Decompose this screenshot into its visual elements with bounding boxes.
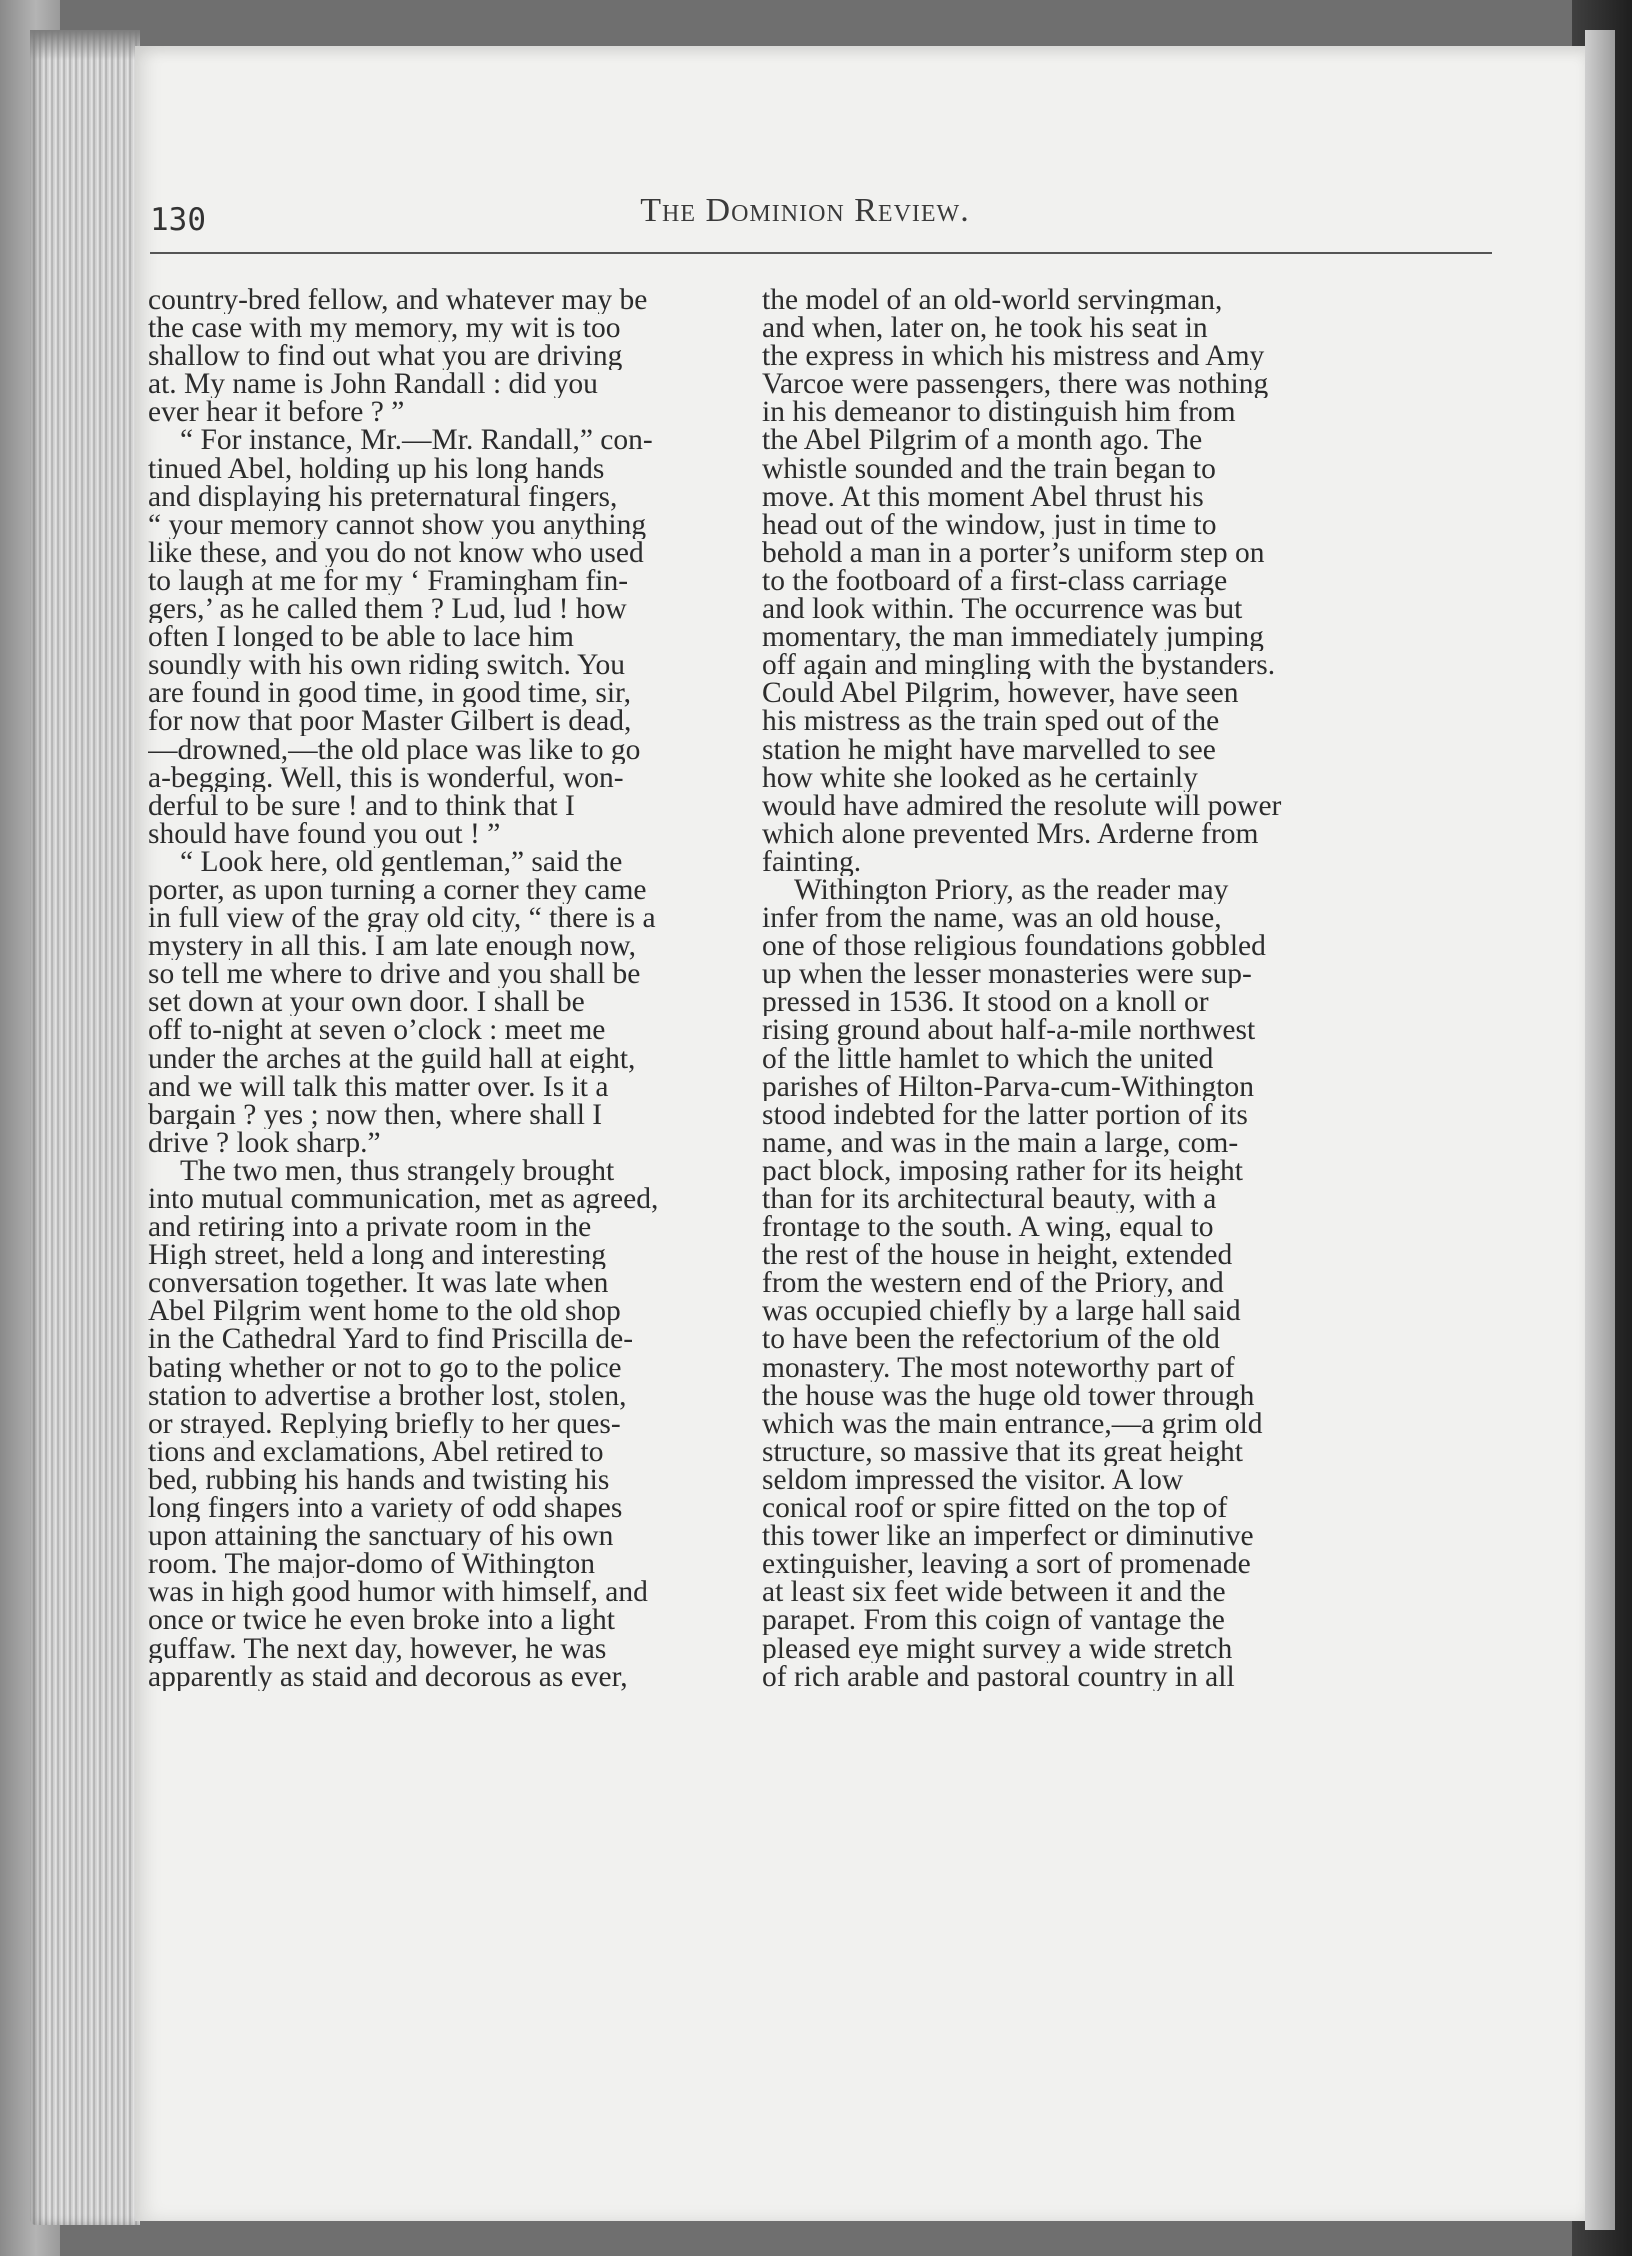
text-line: in full view of the gray old city, “ there is a: [148, 904, 656, 933]
text-line: Abel Pilgrim went home to the old shop: [148, 1297, 621, 1326]
text-line: tions and exclamations, Abel retired to: [148, 1437, 604, 1466]
text-line: pressed in 1536. It stood on a knoll or: [762, 988, 1209, 1017]
text-line: bed, rubbing his hands and twisting his: [148, 1465, 610, 1495]
text-line: was occupied chiefly by a large hall said: [762, 1297, 1241, 1326]
text-line: are found in good time, in good time, sir,: [148, 679, 632, 708]
text-line: drive ? look sharp.”: [148, 1128, 381, 1157]
text-line: in the Cathedral Yard to find Priscilla de-: [148, 1325, 634, 1354]
text-line: “ Look here, old gentleman,” said the: [180, 847, 623, 876]
text-line: monastery. The most noteworthy part of: [762, 1353, 1235, 1382]
text-line: a-begging. Well, this is wonderful, won-: [148, 763, 624, 792]
text-line: country-bred fellow, and whatever may be: [148, 286, 648, 315]
text-line: pleased eye might survey a wide stretch: [762, 1634, 1233, 1663]
text-line: the case with my memory, my wit is too: [148, 314, 621, 343]
text-line: in his demeanor to distinguish him from: [762, 398, 1236, 427]
text-line: High street, held a long and interesting: [148, 1241, 606, 1270]
text-line: to laugh at me for my ‘ Framingham fin-: [148, 566, 629, 596]
text-line: how white she looked as he certainly: [762, 763, 1198, 792]
text-line: name, and was in the main a large, com-: [762, 1128, 1239, 1157]
text-line: behold a man in a porter’s uniform step on: [762, 538, 1265, 567]
text-line: which alone prevented Mrs. Arderne from: [762, 819, 1259, 848]
journal-title: The Dominion Review.: [640, 192, 970, 229]
text-line: extinguisher, leaving a sort of promenade: [762, 1550, 1251, 1579]
text-line: and retiring into a private room in the: [148, 1213, 592, 1242]
text-line: ever hear it before ? ”: [148, 398, 405, 427]
right-text-column: [762, 286, 1392, 1691]
text-line: so tell me where to drive and you shall be: [148, 960, 641, 989]
text-line: guffaw. The next day, however, he was: [148, 1634, 607, 1663]
book-page-edges: [30, 30, 140, 2225]
text-line: —drowned,—the old place was like to go: [148, 735, 641, 764]
header-rule: [150, 252, 1492, 254]
text-line: parapet. From this coign of vantage the: [762, 1606, 1225, 1635]
text-line: gers,’ as he called them ? Lud, lud ! how: [148, 595, 627, 624]
text-line: and when, later on, he took his seat in: [762, 314, 1208, 343]
text-line: upon attaining the sanctuary of his own: [148, 1522, 614, 1551]
text-line: rising ground about half-a-mile northwest: [762, 1016, 1256, 1045]
text-line: the house was the huge old tower through: [762, 1381, 1255, 1410]
text-line: mystery in all this. I am late enough now,: [148, 932, 637, 961]
text-line: was in high good humor with himself, and: [148, 1578, 648, 1607]
text-line: bating whether or not to go to the police: [148, 1353, 622, 1382]
text-line: shallow to find out what you are driving: [148, 342, 623, 371]
text-line: into mutual communication, met as agreed,: [148, 1185, 659, 1214]
text-line: to have been the refectorium of the old: [762, 1325, 1220, 1354]
text-line: at least six feet wide between it and the: [762, 1578, 1226, 1607]
text-line: “ your memory cannot show you anything: [148, 510, 647, 539]
text-line: parishes of Hilton-Parva-cum-Withington: [762, 1072, 1255, 1101]
text-line: off again and mingling with the bystanders.: [762, 651, 1276, 680]
text-line: fainting.: [762, 847, 862, 876]
text-line: and we will talk this matter over. Is it a: [148, 1072, 609, 1101]
text-line: off to-night at seven o’clock : meet me: [148, 1016, 606, 1045]
text-line: this tower like an imperfect or diminutive: [762, 1522, 1254, 1551]
text-line: frontage to the south. A wing, equal to: [762, 1213, 1214, 1242]
text-line: often I longed to be able to lace him: [148, 623, 574, 652]
text-line: once or twice he even broke into a light: [148, 1606, 615, 1635]
text-line: Varcoe were passengers, there was nothing: [762, 370, 1269, 399]
text-line: structure, so massive that its great height: [762, 1437, 1243, 1466]
text-line: would have admired the resolute will power: [762, 791, 1282, 820]
text-line: porter, as upon turning a corner they came: [148, 875, 647, 905]
text-line: and displaying his preternatural fingers,: [148, 482, 618, 511]
text-line: of the little hamlet to which the united: [762, 1044, 1214, 1073]
page-number: 130: [150, 202, 206, 238]
text-line: station he might have marvelled to see: [762, 735, 1216, 764]
text-line: momentary, the man immediately jumping: [762, 623, 1264, 652]
text-line: whistle sounded and the train began to: [762, 454, 1216, 483]
text-line: soundly with his own riding switch. You: [148, 651, 625, 680]
text-line: and look within. The occurrence was but: [762, 595, 1243, 624]
text-line: derful to be sure ! and to think that I: [148, 791, 575, 820]
text-line: the express in which his mistress and Amy: [762, 342, 1265, 371]
adjacent-page-edge: [1585, 30, 1615, 2230]
text-line: pact block, imposing rather for its height: [762, 1156, 1243, 1185]
text-line: under the arches at the guild hall at eight,: [148, 1044, 636, 1073]
running-head: [150, 180, 1460, 240]
text-line: Withington Priory, as the reader may: [794, 875, 1229, 905]
text-line: of rich arable and pastoral country in all: [762, 1662, 1235, 1691]
text-line: the Abel Pilgrim of a month ago. The: [762, 426, 1203, 455]
text-line: for now that poor Master Gilbert is dead,: [148, 707, 632, 736]
text-line: The two men, thus strangely brought: [180, 1156, 615, 1185]
text-line: which was the main entrance,—a grim old: [762, 1409, 1263, 1438]
text-line: set down at your own door. I shall be: [148, 988, 585, 1017]
text-line: tinued Abel, holding up his long hands: [148, 454, 605, 483]
text-line: should have found you out ! ”: [148, 819, 501, 848]
text-line: his mistress as the train sped out of the: [762, 707, 1220, 736]
text-line: at. My name is John Randall : did you: [148, 370, 598, 399]
text-line: move. At this moment Abel thrust his: [762, 482, 1204, 511]
text-line: to the footboard of a first-class carriage: [762, 566, 1228, 596]
text-line: up when the lesser monasteries were sup-: [762, 960, 1252, 989]
text-line: like these, and you do not know who used: [148, 538, 644, 567]
text-line: conversation together. It was late when: [148, 1269, 609, 1298]
text-line: seldom impressed the visitor. A low: [762, 1465, 1184, 1495]
text-line: infer from the name, was an old house,: [762, 904, 1222, 933]
text-line: the rest of the house in height, extended: [762, 1241, 1233, 1270]
text-line: bargain ? yes ; now then, where shall I: [148, 1100, 603, 1129]
text-line: “ For instance, Mr.—Mr. Randall,” con-: [180, 426, 653, 455]
text-line: conical roof or spire fitted on the top of: [762, 1494, 1228, 1523]
text-line: long fingers into a variety of odd shapes: [148, 1494, 623, 1523]
text-line: from the western end of the Priory, and: [762, 1269, 1224, 1298]
text-line: room. The major-domo of Withington: [148, 1550, 595, 1579]
text-line: head out of the window, just in time to: [762, 510, 1217, 539]
text-line: or strayed. Replying briefly to her ques-: [148, 1409, 621, 1438]
text-line: apparently as staid and decorous as ever,: [148, 1662, 628, 1691]
text-line: stood indebted for the latter portion of its: [762, 1100, 1248, 1129]
text-line: the model of an old-world servingman,: [762, 286, 1223, 315]
left-text-column: [148, 286, 778, 1691]
text-line: than for its architectural beauty, with a: [762, 1185, 1217, 1214]
text-line: one of those religious foundations gobbled: [762, 932, 1266, 961]
text-line: station to advertise a brother lost, stolen,: [148, 1381, 627, 1410]
text-line: Could Abel Pilgrim, however, have seen: [762, 679, 1239, 708]
